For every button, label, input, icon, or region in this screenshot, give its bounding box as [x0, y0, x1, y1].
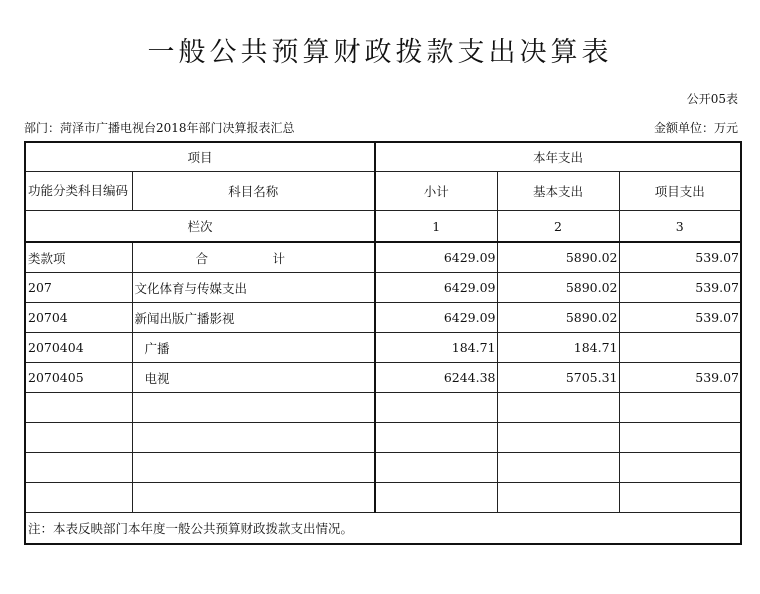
header-subtotal: 小计	[375, 172, 497, 211]
note-row	[25, 513, 741, 545]
row-code: 2070405	[25, 363, 132, 393]
header-col1: 1	[375, 211, 497, 243]
row-basic: 5890.02	[497, 303, 619, 333]
row-project: 539.07	[619, 303, 741, 333]
table-row	[25, 242, 741, 273]
header-basic: 基本支出	[497, 172, 619, 211]
row-name: 广播	[132, 333, 375, 363]
row-basic: 5705.31	[497, 363, 619, 393]
table-row	[25, 363, 741, 393]
row-name: 合 计	[132, 242, 375, 273]
table-row	[25, 303, 741, 333]
row-project: 539.07	[619, 273, 741, 303]
header-subject-name: 科目名称	[132, 172, 375, 211]
row-subtotal: 6244.38	[375, 363, 497, 393]
row-subtotal: 184.71	[375, 333, 497, 363]
row-name: 新闻出版广播影视	[132, 303, 375, 333]
expenditure-table	[24, 141, 742, 545]
row-subtotal: 6429.09	[375, 242, 497, 273]
department-label: 部门：菏泽市广播电视台2018年部门决算报表汇总	[24, 121, 295, 135]
row-name: 电视	[132, 363, 375, 393]
row-basic: 5890.02	[497, 273, 619, 303]
header-row-1	[25, 142, 741, 172]
row-subtotal: 6429.09	[375, 303, 497, 333]
row-basic: 5890.02	[497, 242, 619, 273]
empty-row	[25, 423, 741, 453]
header-func-code: 功能分类科目编码	[25, 172, 132, 211]
header-project: 项目支出	[619, 172, 741, 211]
header-item: 项目	[25, 142, 375, 172]
row-code: 20704	[25, 303, 132, 333]
table-row	[25, 333, 741, 363]
table-note: 注：本表反映部门本年度一般公共预算财政拨款支出情况。	[25, 513, 741, 545]
row-code: 207	[25, 273, 132, 303]
table-row	[25, 273, 741, 303]
row-project: 539.07	[619, 242, 741, 273]
page-title: 一般公共预算财政拨款支出决算表	[147, 37, 613, 68]
row-code: 2070404	[25, 333, 132, 363]
header-column-no: 栏次	[25, 211, 375, 243]
unit-label: 金额单位：万元	[653, 121, 738, 135]
empty-row	[25, 453, 741, 483]
row-code: 类款项	[25, 242, 132, 273]
empty-row	[25, 483, 741, 513]
row-subtotal: 6429.09	[375, 273, 497, 303]
row-project	[619, 333, 741, 363]
row-project: 539.07	[619, 363, 741, 393]
row-name: 文化体育与传媒支出	[132, 273, 375, 303]
header-col2: 2	[497, 211, 619, 243]
header-current-year: 本年支出	[375, 142, 741, 172]
header-row-3	[25, 211, 741, 243]
row-basic: 184.71	[497, 333, 619, 363]
header-row-2	[25, 172, 741, 211]
header-col3: 3	[619, 211, 741, 243]
empty-row	[25, 393, 741, 423]
form-number: 公开05表	[686, 92, 738, 106]
